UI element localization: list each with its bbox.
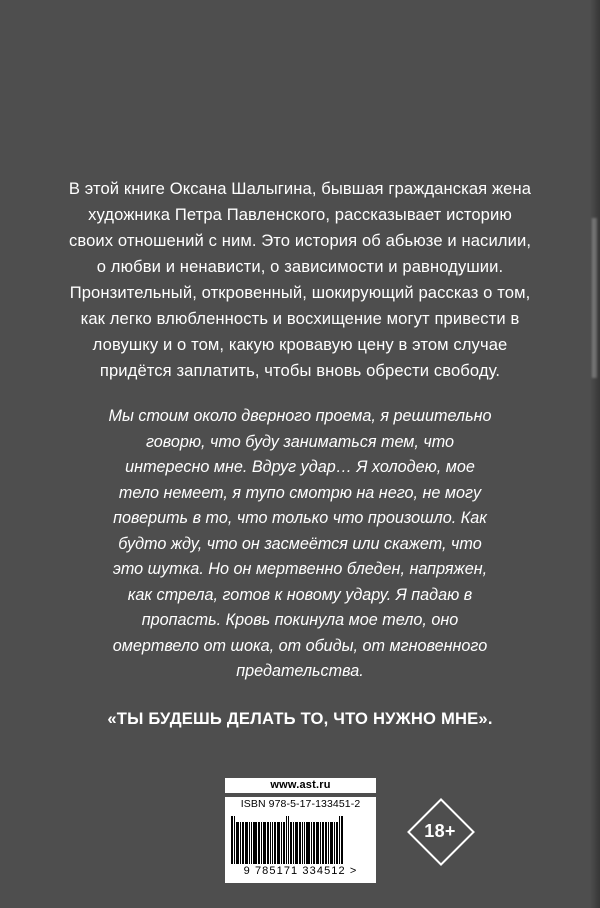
age-rating-label: 18+ [424, 820, 456, 841]
spine-edge-shadow [590, 0, 600, 908]
isbn-number: ISBN 978-5-17-133451-2 [240, 798, 361, 810]
publisher-website: www.ast.ru [225, 778, 376, 793]
excerpt-paragraph: Мы стоим около дверного проема, я решительно говорю, что буду заниматься тем, что интересно мне. Вдруг удар… Я холодею, мое тело немеет, я тупо смотрю на него, не могу поверить в то, что только что произошло. Как будто жду, что он засмеётся или скажет, что это шутка. Но он мертвенно бледен, напряжен, как стрела, готов к новому удару. Я падаю в пропасть. Кровь покинула мое тело, оно омертвело от шока, от обиды, от мгновенного предательства. [108, 407, 492, 680]
age-rating-badge [409, 800, 471, 862]
barcode-digits: 9 785171 334512 > [243, 865, 358, 877]
isbn-block [225, 797, 376, 883]
pull-quote: «ТЫ БУДЕШЬ ДЕЛАТЬ ТО, ЧТО НУЖНО МНЕ». [107, 708, 493, 728]
barcode-icon [231, 812, 370, 864]
cover-text-block [66, 176, 534, 731]
blurb-paragraph: В этой книге Оксана Шалыгина, бывшая гражданская жена художника Петра Павленского, рассказывает историю своих отношений с ним. Это история об абьюзе и насилии, о любви и ненависти, о зависимости и равнодушии. Пронзительный, откровенный, шокирующий рассказ о том, как легко влюбленность и восхищение могут привести в ловушку и о том, какую кровавую цену в этом случае придётся заплатить, чтобы вновь обрести свободу. [68, 179, 532, 380]
